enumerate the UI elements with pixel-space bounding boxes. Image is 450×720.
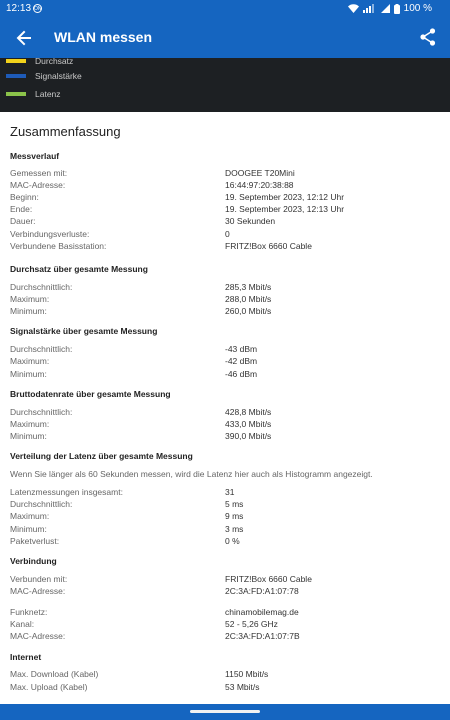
- share-icon[interactable]: [420, 28, 436, 46]
- row-label: Durchschnittlich:: [10, 407, 73, 417]
- row-value: 30 Sekunden: [225, 216, 276, 226]
- row-label: Durchschnittlich:: [10, 282, 73, 292]
- row-value: DOOGEE T20Mini: [225, 168, 295, 178]
- row-label: Verbunden mit:: [10, 574, 68, 584]
- app-bar: [0, 18, 450, 58]
- legend-item-durchsatz: [6, 58, 73, 67]
- row-label: Latenzmessungen insgesamt:: [10, 487, 123, 497]
- legend-item-signalstaerke: [6, 70, 82, 82]
- row-value: 5 ms: [225, 499, 244, 509]
- section-title-bruttodatenrate: Bruttodatenrate über gesamte Messung: [10, 389, 171, 399]
- latenz-note: Wenn Sie länger als 60 Sekunden messen, wird die Latenz hier auch als Histogramm angezeigt.: [10, 469, 373, 479]
- row-value: 53 Mbit/s: [225, 682, 260, 692]
- row-value: 1150 Mbit/s: [225, 669, 269, 679]
- row-value: FRITZ!Box 6660 Cable: [225, 574, 312, 584]
- row-label: Durchschnittlich:: [10, 499, 73, 509]
- row-value: 16:44:97:20:38:88: [225, 180, 294, 190]
- row-value: 3 ms: [225, 524, 244, 534]
- row-label: MAC-Adresse:: [10, 180, 66, 190]
- row-label: Gemessen mit:: [10, 168, 68, 178]
- row-label: Paketverlust:: [10, 536, 60, 546]
- row-label: MAC-Adresse:: [10, 586, 66, 596]
- legend-swatch: [6, 59, 26, 63]
- row-value: 2C:3A:FD:A1:07:7B: [225, 631, 300, 641]
- battery-icon: [394, 4, 400, 14]
- legend-label: Latenz: [35, 89, 61, 99]
- row-label: Kanal:: [10, 619, 35, 629]
- row-value: 0 %: [225, 536, 240, 546]
- home-gesture-handle[interactable]: [190, 710, 260, 713]
- notification-badge-icon: ON: [34, 6, 42, 12]
- row-label: Maximum:: [10, 419, 50, 429]
- wifi-icon: [348, 4, 359, 13]
- row-label: Maximum:: [10, 356, 50, 366]
- row-value: 428,8 Mbit/s: [225, 407, 272, 417]
- row-label: Minimum:: [10, 306, 47, 316]
- row-label: Max. Download (Kabel): [10, 669, 99, 679]
- row-label: Minimum:: [10, 369, 47, 379]
- row-value: 0: [225, 229, 230, 239]
- legend-item-latenz: [6, 88, 61, 100]
- row-label: Ende:: [10, 204, 33, 214]
- status-bar: [0, 0, 450, 18]
- legend-swatch: [6, 74, 26, 78]
- row-label: Verbundene Basisstation:: [10, 241, 107, 251]
- battery-level: 100 %: [403, 3, 432, 14]
- row-label: Durchschnittlich:: [10, 344, 73, 354]
- summary-heading: Zusammenfassung: [10, 124, 121, 139]
- section-title-durchsatz: Durchsatz über gesamte Messung: [10, 264, 148, 274]
- row-value: -46 dBm: [225, 369, 258, 379]
- row-value: -43 dBm: [225, 344, 258, 354]
- row-label: Verbindungsverluste:: [10, 229, 90, 239]
- legend-label: Signalstärke: [35, 71, 82, 81]
- status-icons: [348, 3, 432, 14]
- clock: 12:13: [6, 3, 32, 14]
- row-value: 19. September 2023, 12:13 Uhr: [225, 204, 345, 214]
- section-title-verbindung: Verbindung: [10, 556, 57, 566]
- chart-legend: [0, 58, 450, 112]
- row-value: 19. September 2023, 12:12 Uhr: [225, 192, 345, 202]
- row-label: Maximum:: [10, 511, 50, 521]
- section-title-latenz: Verteilung der Latenz über gesamte Messung: [10, 451, 193, 461]
- page-title: WLAN messen: [54, 29, 153, 45]
- row-value: -42 dBm: [225, 356, 258, 366]
- row-label: Minimum:: [10, 524, 47, 534]
- row-label: Beginn:: [10, 192, 39, 202]
- row-label: Max. Upload (Kabel): [10, 682, 88, 692]
- row-value: 31: [225, 487, 235, 497]
- cell-signal-icon: [381, 4, 390, 13]
- row-value: 433,0 Mbit/s: [225, 419, 272, 429]
- section-title-messverlauf: Messverlauf: [10, 151, 60, 161]
- row-value: 260,0 Mbit/s: [225, 306, 272, 316]
- row-value: FRITZ!Box 6660 Cable: [225, 241, 312, 251]
- legend-swatch: [6, 92, 26, 96]
- row-value: chinamobilemag.de: [225, 607, 299, 617]
- legend-label: Durchsatz: [35, 58, 74, 66]
- row-value: 2C:3A:FD:A1:07:78: [225, 586, 299, 596]
- row-value: 52 - 5,26 GHz: [225, 619, 278, 629]
- row-label: MAC-Adresse:: [10, 631, 66, 641]
- row-value: 390,0 Mbit/s: [225, 431, 272, 441]
- system-nav-bar: [0, 704, 450, 720]
- row-value: 288,0 Mbit/s: [225, 294, 272, 304]
- back-arrow-icon[interactable]: [14, 28, 34, 48]
- section-title-internet: Internet: [10, 652, 42, 662]
- row-label: Maximum:: [10, 294, 50, 304]
- row-value: 9 ms: [225, 511, 244, 521]
- signal-icon: [363, 4, 377, 13]
- section-title-signalstaerke: Signalstärke über gesamte Messung: [10, 326, 158, 336]
- row-label: Dauer:: [10, 216, 36, 226]
- row-label: Minimum:: [10, 431, 47, 441]
- row-label: Funknetz:: [10, 607, 48, 617]
- row-value: 285,3 Mbit/s: [225, 282, 272, 292]
